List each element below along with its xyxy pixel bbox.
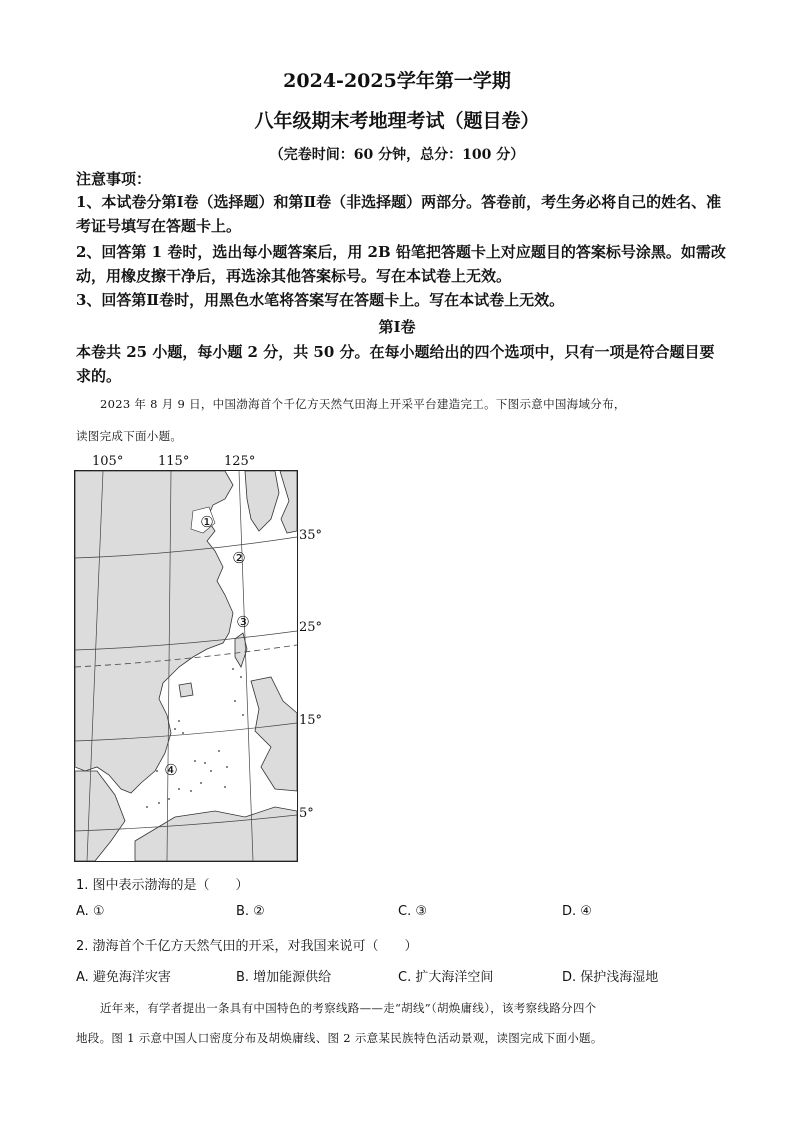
notice-heading: 注意事项：	[76, 170, 152, 188]
question-2-option-c[interactable]: C. 扩大海洋空间	[398, 970, 494, 985]
latitude-label-5: 5°	[299, 806, 314, 821]
notice-item-1: 1、本试卷分第Ⅰ卷（选择题）和第Ⅱ卷（非选择题）两部分。答卷前，考生务必将自己的姓名、准考证号填写在答题卡上。	[76, 193, 722, 235]
passage2-line2: 地段。图 1 示意中国人口密度分布及胡焕庸线、图 2 示意某民族特色活动景观，读图完成下面小题。	[76, 1031, 603, 1045]
question-1-option-b[interactable]: B. ②	[236, 904, 265, 919]
japan-islands	[280, 471, 297, 533]
question-2-option-a[interactable]: A. 避免海洋灾害	[76, 970, 171, 985]
passage1-line2: 读图完成下面小题。	[76, 429, 183, 443]
longitude-label-115: 115°	[158, 454, 190, 469]
marker-4: ④	[164, 761, 178, 779]
philippine-islands	[251, 677, 297, 791]
section-description: 本卷共 25 小题，每小题 2 分，共 50 分。在每小题给出的四个选项中，只有一项是符合题目要求的。	[76, 343, 715, 385]
hainan-island	[179, 683, 193, 697]
question-1-stem: 1. 图中表示渤海的是（ ）	[76, 878, 249, 893]
question-2-option-d[interactable]: D. 保护浅海湿地	[562, 970, 659, 985]
question-1-option-d[interactable]: D. ④	[562, 904, 592, 919]
exam-subtitle: （完卷时间：60 分钟，总分：100 分）	[269, 147, 525, 163]
notice-item-2: 2、回答第 1 卷时，选出每小题答案后，用 2B 铅笔把答题卡上对应题目的答案标号涂黑。如需改动，用橡皮擦干净后，再选涂其他答案标号。写在本试卷上无效。	[76, 243, 726, 285]
question-1-option-c[interactable]: C. ③	[398, 904, 427, 919]
korea-peninsula	[245, 471, 279, 531]
exam-title-year: 2024-2025学年第一学期	[283, 70, 511, 92]
section-title: 第Ⅰ卷	[378, 318, 416, 336]
borneo-land	[135, 807, 297, 861]
question-2-stem: 2. 渤海首个千亿方天然气田的开采，对我国来说可（ ）	[76, 939, 418, 954]
marker-2: ②	[232, 549, 246, 567]
latitude-label-35: 35°	[299, 528, 323, 543]
china-sea-map	[74, 470, 298, 862]
notice-item-3: 3、回答第Ⅱ卷时，用黑色水笔将答案写在答题卡上。写在本试卷上无效。	[76, 291, 565, 309]
latitude-label-25: 25°	[299, 620, 323, 635]
passage1-line1: 2023 年 8 月 9 日，中国渤海首个千亿方天然气田海上开采平台建造完工。下图示意中国海域分布，	[100, 397, 626, 411]
marker-1: ①	[200, 513, 214, 531]
latitude-label-15: 15°	[299, 713, 323, 728]
longitude-label-125: 125°	[224, 454, 256, 469]
passage2-line1: 近年来，有学者提出一条具有中国特色的考察线路——走“胡线”（胡焕庸线），该考察线路分四个	[100, 1001, 597, 1015]
marker-3: ③	[236, 613, 250, 631]
question-1-option-a[interactable]: A. ①	[76, 904, 105, 919]
map-drawing	[75, 471, 297, 861]
question-2-option-b[interactable]: B. 增加能源供给	[236, 970, 332, 985]
longitude-label-105: 105°	[92, 454, 124, 469]
exam-title: 八年级期末考地理考试（题目卷）	[254, 110, 540, 132]
